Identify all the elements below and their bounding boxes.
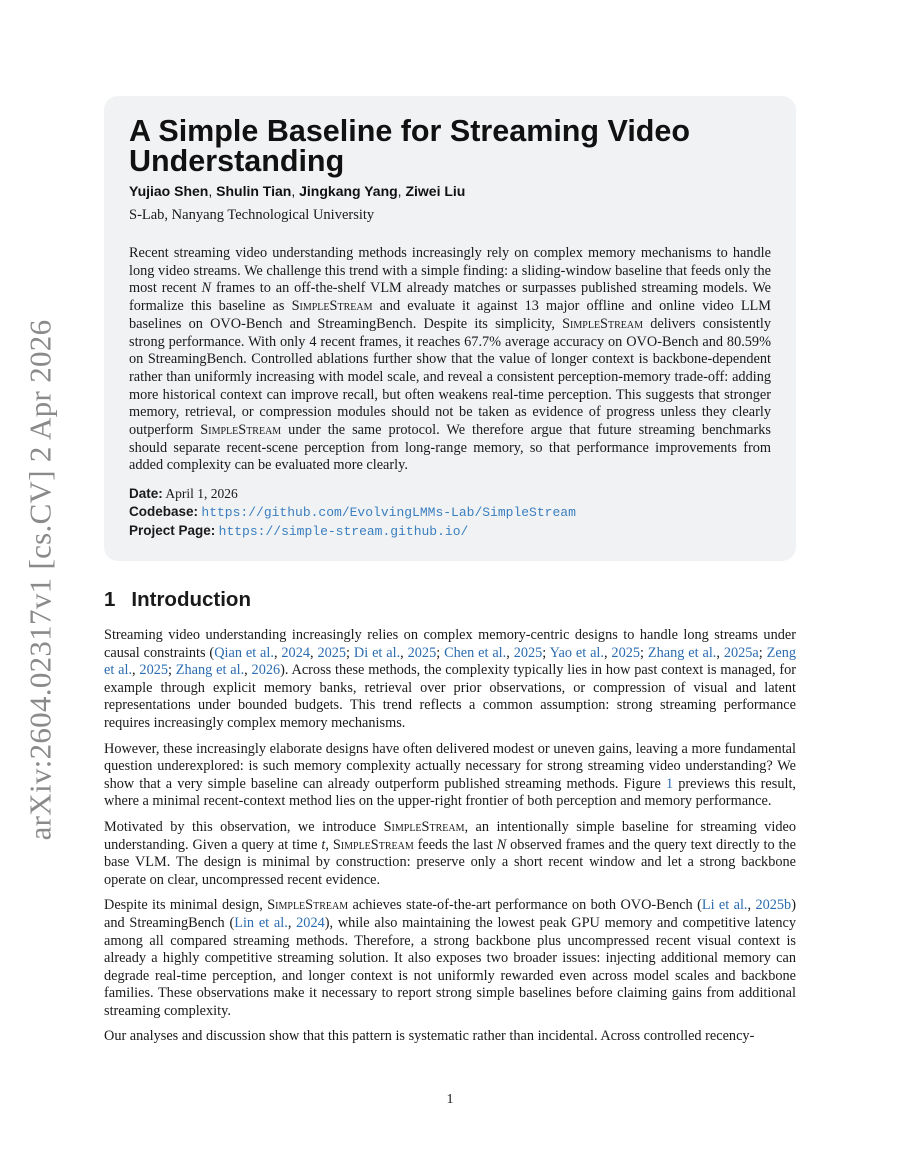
method-name: SimpleStream xyxy=(332,836,414,853)
math-var-n: N xyxy=(201,280,212,297)
citation-link[interactable]: 2025 xyxy=(139,662,169,679)
paragraph: However, these increasingly elaborate designs have often delivered modest or uneven gains, leaving a more fundamental question underexplored: is such memory complexity actually necessary for strong streaming video understanding? We show that a very simple baseline can already outperform published streaming methods. Figure 1 previews this result, where a minimal recent-context method lies on the upper-right frontier of both perception and memory performance. xyxy=(104,740,797,810)
citation-link[interactable]: 2026 xyxy=(251,662,281,679)
citation-link[interactable]: Li et al. xyxy=(701,897,748,914)
citation-link[interactable]: Zeng et al. xyxy=(104,644,797,679)
figure-reference-link[interactable]: 1 xyxy=(665,775,674,792)
paper-header-box xyxy=(104,96,796,561)
citation-link[interactable]: Di et al. xyxy=(353,644,401,661)
date-value: April 1, 2026 xyxy=(165,486,238,502)
citation-link[interactable]: 2025 xyxy=(513,644,543,661)
section-number: 1 xyxy=(104,588,116,611)
math-var-n: N xyxy=(496,836,507,853)
method-name: SimpleStream xyxy=(291,298,373,315)
page-number: 1 xyxy=(446,1092,454,1107)
section-title: Introduction xyxy=(131,588,251,611)
paragraph: Our analyses and discussion show that this pattern is systematic rather than incidental. Across controlled recency- xyxy=(104,1028,755,1045)
citation-link[interactable]: Qian et al. xyxy=(214,644,274,661)
citation-link[interactable]: 2025b xyxy=(755,897,792,914)
paper-title: A Simple Baseline for Streaming Video Understanding xyxy=(129,114,691,178)
citation-link[interactable]: 2024 xyxy=(281,644,310,661)
affiliation: S-Lab, Nanyang Technological University xyxy=(129,207,375,223)
method-name: SimpleStream xyxy=(200,422,282,439)
author-name: Yujiao Shen xyxy=(129,183,209,199)
citation-link[interactable]: Lin et al. xyxy=(234,914,288,931)
citation-link[interactable]: Chen et al. xyxy=(444,644,507,661)
citation-link[interactable]: 2025 xyxy=(317,644,347,661)
project-page-row: Project Page: https://simple-stream.github.io/ xyxy=(129,523,469,540)
codebase-row: Codebase: https://github.com/EvolvingLMMs-Lab/SimpleStream xyxy=(129,504,576,521)
arxiv-id-text: arXiv:2604.02317v1 [cs.CV] 2 Apr 2026 xyxy=(22,319,57,841)
section-heading xyxy=(104,588,251,612)
author-list: Yujiao Shen, Shulin Tian, Jingkang Yang, Ziwei Liu xyxy=(129,183,466,199)
citation-link[interactable]: 2025 xyxy=(407,644,437,661)
method-name: SimpleStream xyxy=(562,315,644,332)
author-name: Ziwei Liu xyxy=(405,183,466,199)
abstract: Recent streaming video understanding methods increasingly rely on complex memory mechanisms to handle long video streams. We challenge this trend with a simple finding: a sliding-window baseline that feeds only the most recent N frames to an off-the-shelf VLM already matches or surpasses published streaming models. We formalize this baseline as SimpleStream and evaluate it against 13 major offline and online video LLM baselines on OVO-Bench and StreamingBench. Despite its simplicity, SimpleStream delivers consistently strong performance. With only 4 recent frames, it reaches 67.7% average accuracy on OVO-Bench and 80.59% on StreamingBench. Controlled ablations further show that the value of longer context is backbone-dependent rather than uniformly increasing with model scale, and reveal a consistent perception-memory trade-off: adding more historical context can improve recall, but often weakens real-time perception. This suggests that stronger memory, retrieval, or compression modules should not be taken as evidence of progress unless they clearly outperform SimpleStream under the same protocol. We therefore argue that future streaming benchmarks should separate recent-scene perception from long-range memory, so that performance improvements from added complexity can be evaluated more clearly. xyxy=(129,245,772,474)
citation-link[interactable]: 2025a xyxy=(723,644,759,661)
method-name: SimpleStream xyxy=(383,818,465,835)
arxiv-identifier-stamp xyxy=(15,319,65,841)
paragraph: Despite its minimal design, SimpleStream achieves state-of-the-art performance on both OVO-Bench (Li et al., 2025b) and StreamingBench (Lin et al., 2024), while also maintaining the lowest peak GPU memory and competitive latency among all compared streaming methods. Therefore, a strong backbone plus uncompressed recent visual context is already a highly competitive streaming solution. It also exposes two broader issues: injecting additional memory can degrade real-time perception, and longer context is not uniformly rewarded even across model scales and backbone families. These observations make it necessary to report strong simple baselines before claiming gains from additional streaming complexity. xyxy=(104,897,796,1019)
paragraph: Motivated by this observation, we introduce SimpleStream, an intentionally simple baseline for streaming video understanding. Given a query at time t, SimpleStream feeds the last N observed frames and the query text directly to the base VLM. The design is minimal by construction: preserve only a short recent window and let a strong backbone operate on clear, uncompressed recent evidence. xyxy=(104,818,797,888)
citation-link[interactable]: 2024 xyxy=(296,914,325,931)
paragraph: Streaming video understanding increasingly relies on complex memory-centric designs to handle long streams under causal constraints (Qian et al., 2024, 2025; Di et al., 2025; Chen et al., 2025; Yao et al., 2025; Zhang et al., 2025a; Zeng et al., 2025; Zhang et al., 2026). Across these methods, the complexity typically lies in how past context is managed, for example through explicit memory banks, retrieval over prior observations, or compression of visual and latent representations under bounded budgets. This trend reflects a common assumption: strong streaming performance requires increasingly complex memory mechanisms. xyxy=(104,627,797,731)
date-row: Date: April 1, 2026 xyxy=(129,486,238,502)
paper-metadata xyxy=(129,485,771,541)
author-name: Shulin Tian xyxy=(216,183,292,199)
citation-link[interactable]: Zhang et al. xyxy=(175,662,245,679)
introduction-body xyxy=(104,627,796,1054)
codebase-link[interactable]: https://github.com/EvolvingLMMs-Lab/SimpleStream xyxy=(201,505,576,521)
citation-link[interactable]: 2025 xyxy=(611,644,641,661)
author-name: Jingkang Yang xyxy=(299,183,398,199)
math-var-t: t xyxy=(321,836,326,853)
method-name: SimpleStream xyxy=(267,897,349,914)
project-page-link[interactable]: https://simple-stream.github.io/ xyxy=(218,524,469,540)
citation-link[interactable]: Yao et al. xyxy=(549,644,604,661)
citation-link[interactable]: Zhang et al. xyxy=(647,644,717,661)
